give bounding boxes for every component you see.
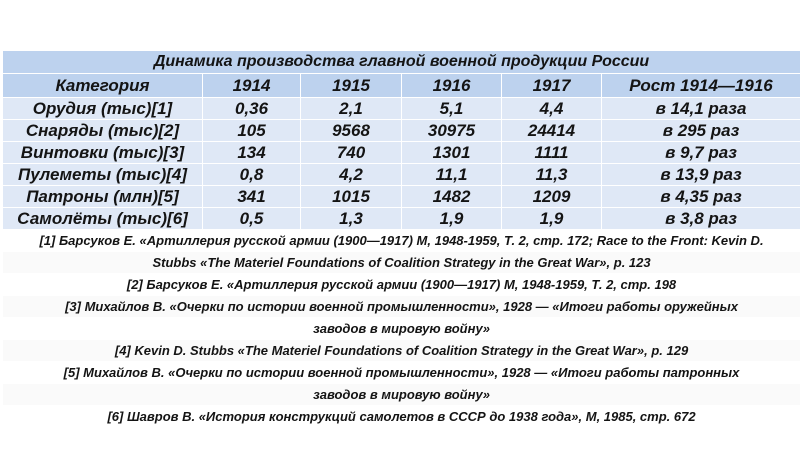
cell-growth: в 295 раз xyxy=(602,120,800,142)
cell-1914: 0,36 xyxy=(203,98,301,120)
cell-growth: в 14,1 раза xyxy=(602,98,800,120)
table-row xyxy=(3,186,800,208)
footnote-row xyxy=(3,296,800,318)
footnote-row xyxy=(3,318,800,340)
cell-growth: в 9,7 раз xyxy=(602,142,800,164)
table-title: Динамика производства главной военной продукции России xyxy=(3,51,800,74)
production-table xyxy=(2,50,800,428)
row-category: Винтовки (тыс)[3] xyxy=(3,142,203,164)
cell-1916: 1482 xyxy=(402,186,502,208)
cell-1914: 0,5 xyxy=(203,208,301,230)
cell-1915: 1015 xyxy=(301,186,402,208)
row-category: Пулеметы (тыс)[4] xyxy=(3,164,203,186)
cell-growth: в 13,9 раз xyxy=(602,164,800,186)
header-category: Категория xyxy=(3,74,203,98)
cell-1914: 0,8 xyxy=(203,164,301,186)
footnote-row xyxy=(3,340,800,362)
cell-1916: 11,1 xyxy=(402,164,502,186)
table-row xyxy=(3,142,800,164)
cell-1916: 30975 xyxy=(402,120,502,142)
footnote-row xyxy=(3,274,800,296)
cell-1916: 5,1 xyxy=(402,98,502,120)
row-category: Самолёты (тыс)[6] xyxy=(3,208,203,230)
cell-1917: 24414 xyxy=(502,120,602,142)
footnote-row xyxy=(3,230,800,252)
cell-1915: 2,1 xyxy=(301,98,402,120)
table-row xyxy=(3,208,800,230)
cell-1915: 9568 xyxy=(301,120,402,142)
cell-growth: в 4,35 раз xyxy=(602,186,800,208)
table-row xyxy=(3,164,800,186)
footnote-text: заводов в мировую войну» xyxy=(3,318,800,340)
cell-1917: 1,9 xyxy=(502,208,602,230)
footnote-text: [5] Михайлов В. «Очерки по истории военной промышленности», 1928 — «Итоги работы патронных xyxy=(3,362,800,384)
header-1915: 1915 xyxy=(301,74,402,98)
footnote-text: [2] Барсуков Е. «Артиллерия русской армии (1900—1917) М, 1948-1959, Т. 2, стр. 198 xyxy=(3,274,800,296)
footnote-text: [4] Kevin D. Stubbs «The Materiel Foundations of Coalition Strategy in the Great War», p. 129 xyxy=(3,340,800,362)
header-growth: Рост 1914—1916 xyxy=(602,74,800,98)
footnote-text: Stubbs «The Materiel Foundations of Coalition Strategy in the Great War», p. 123 xyxy=(3,252,800,274)
cell-1917: 11,3 xyxy=(502,164,602,186)
cell-1914: 134 xyxy=(203,142,301,164)
footnote-row xyxy=(3,362,800,384)
cell-1914: 341 xyxy=(203,186,301,208)
row-category: Снаряды (тыс)[2] xyxy=(3,120,203,142)
header-1914: 1914 xyxy=(203,74,301,98)
row-category: Патроны (млн)[5] xyxy=(3,186,203,208)
header-row xyxy=(3,74,800,98)
row-category: Орудия (тыс)[1] xyxy=(3,98,203,120)
cell-1916: 1,9 xyxy=(402,208,502,230)
footnote-text: заводов в мировую войну» xyxy=(3,384,800,406)
cell-1917: 1209 xyxy=(502,186,602,208)
cell-1914: 105 xyxy=(203,120,301,142)
cell-1915: 4,2 xyxy=(301,164,402,186)
footnote-text: [3] Михайлов В. «Очерки по истории военной промышленности», 1928 — «Итоги работы оружейных xyxy=(3,296,800,318)
footnote-row xyxy=(3,252,800,274)
cell-1917: 4,4 xyxy=(502,98,602,120)
footnote-text: [1] Барсуков Е. «Артиллерия русской армии (1900—1917) М, 1948-1959, Т. 2, стр. 172; Race to the Front: Kevin D. xyxy=(3,230,800,252)
footnote-text: [6] Шавров В. «История конструкций самолетов в СССР до 1938 года», М, 1985, стр. 672 xyxy=(3,406,800,428)
cell-growth: в 3,8 раз xyxy=(602,208,800,230)
footnote-row xyxy=(3,406,800,428)
header-1917: 1917 xyxy=(502,74,602,98)
cell-1916: 1301 xyxy=(402,142,502,164)
cell-1915: 740 xyxy=(301,142,402,164)
cell-1917: 1111 xyxy=(502,142,602,164)
footnote-row xyxy=(3,384,800,406)
cell-1915: 1,3 xyxy=(301,208,402,230)
header-1916: 1916 xyxy=(402,74,502,98)
table-row xyxy=(3,98,800,120)
table-row xyxy=(3,120,800,142)
